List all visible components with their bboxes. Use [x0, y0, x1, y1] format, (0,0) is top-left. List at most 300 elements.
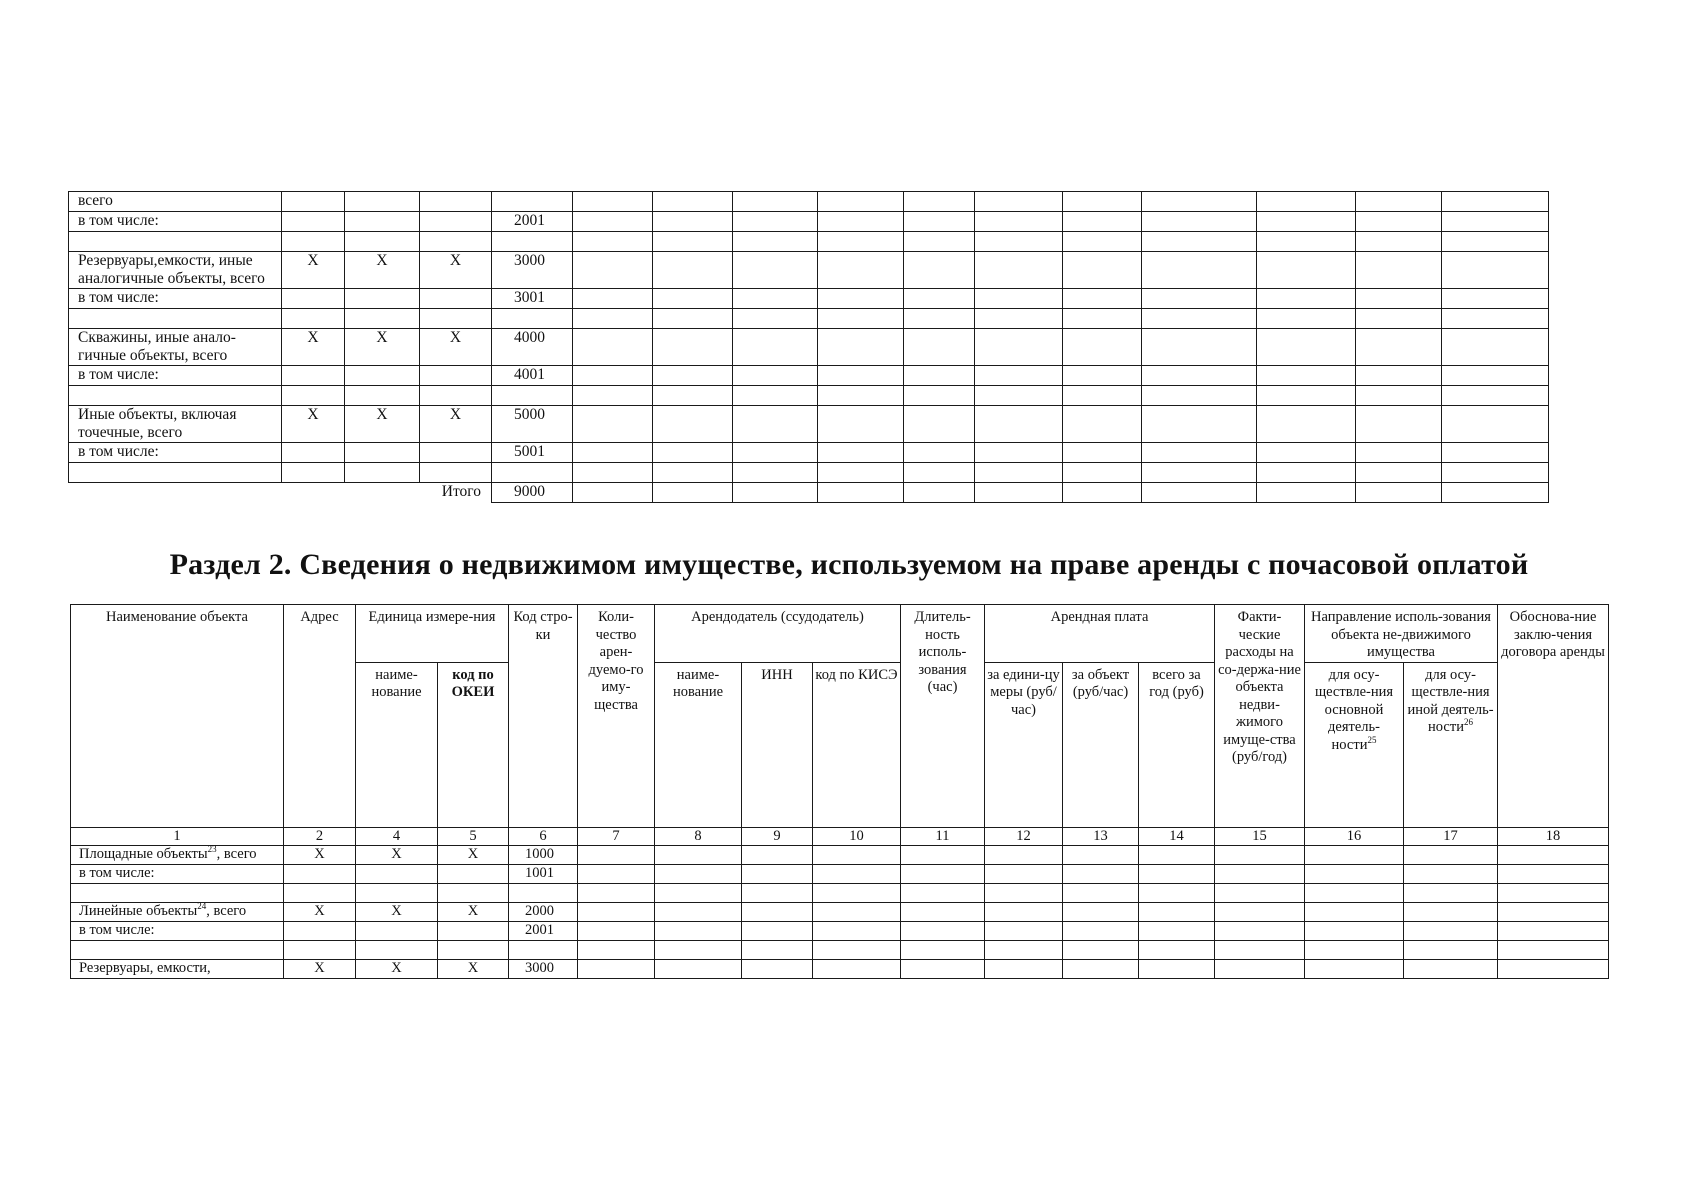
- empty-cell: [818, 212, 904, 232]
- total-row: [69, 483, 1549, 503]
- empty-cell: [1442, 212, 1549, 232]
- row-name: в том числе:: [69, 443, 282, 463]
- row-name-text: Линейные объекты: [79, 903, 198, 919]
- empty-cell: [1142, 289, 1257, 309]
- empty-cell: [1404, 941, 1498, 960]
- empty-cell: [1139, 865, 1215, 884]
- row-unit-name: X: [356, 846, 438, 865]
- row-address: [284, 941, 356, 960]
- empty-cell: [818, 463, 904, 483]
- row-unit-okei: [420, 463, 492, 483]
- row-unit-okei: [438, 941, 509, 960]
- empty-cell: [904, 483, 975, 503]
- row-code: [492, 192, 573, 212]
- row-name: Резервуары,емкости, иные аналогичные объекты, всего: [69, 252, 282, 289]
- empty-cell: [655, 884, 742, 903]
- header-code: Код стро-ки: [509, 605, 578, 828]
- table-row: [69, 252, 1549, 289]
- empty-cell: [1305, 922, 1404, 941]
- header-rent-year: всего за год (руб): [1139, 662, 1215, 827]
- column-number: 11: [901, 827, 985, 846]
- row-unit-name: [345, 463, 420, 483]
- row-unit-okei: X: [420, 252, 492, 289]
- column-number: 1: [71, 827, 284, 846]
- row-unit-name: [356, 865, 438, 884]
- header-name: Наименование объекта: [71, 605, 284, 828]
- empty-cell: [655, 941, 742, 960]
- row-unit-name: [345, 192, 420, 212]
- row-name: [71, 865, 284, 884]
- top-table-body: [69, 192, 1549, 503]
- empty-cell: [1063, 289, 1142, 309]
- empty-cell: [904, 252, 975, 289]
- empty-cell: [818, 366, 904, 386]
- empty-cell: [901, 865, 985, 884]
- empty-cell: [1142, 366, 1257, 386]
- row-code: 4000: [492, 329, 573, 366]
- empty-cell: [818, 386, 904, 406]
- empty-cell: [655, 846, 742, 865]
- empty-cell: [578, 884, 655, 903]
- empty-cell: [733, 443, 818, 463]
- empty-cell: [818, 406, 904, 443]
- empty-cell: [1139, 922, 1215, 941]
- empty-cell: [573, 289, 653, 309]
- empty-cell: [1257, 366, 1356, 386]
- row-address: [282, 443, 345, 463]
- empty-cell: [975, 212, 1063, 232]
- table-row: [69, 212, 1549, 232]
- row-name-suffix: , всего: [206, 903, 247, 919]
- empty-cell: [573, 212, 653, 232]
- row-unit-okei: [420, 192, 492, 212]
- row-address: X: [284, 846, 356, 865]
- empty-cell: [1305, 865, 1404, 884]
- empty-cell: [975, 483, 1063, 503]
- header-justification: Обоснова-ние заклю-чения договора аренды: [1498, 605, 1609, 828]
- footnote-ref: 23: [207, 845, 217, 855]
- top-table: [68, 191, 1549, 503]
- empty-cell: [1305, 846, 1404, 865]
- empty-cell: [653, 366, 733, 386]
- empty-cell: [1063, 212, 1142, 232]
- empty-cell: [1063, 366, 1142, 386]
- empty-cell: [904, 443, 975, 463]
- empty-cell: [1404, 846, 1498, 865]
- column-number: 7: [578, 827, 655, 846]
- empty-cell: [1257, 212, 1356, 232]
- row-code: 2001: [492, 212, 573, 232]
- empty-cell: [742, 884, 813, 903]
- empty-cell: [901, 941, 985, 960]
- empty-cell: [742, 922, 813, 941]
- empty-cell: [1404, 922, 1498, 941]
- row-code: [509, 941, 578, 960]
- empty-cell: [1356, 212, 1442, 232]
- row-unit-name: X: [356, 960, 438, 979]
- empty-cell: [1063, 903, 1139, 922]
- empty-cell: [813, 884, 901, 903]
- empty-cell: [1356, 252, 1442, 289]
- row-code: 5000: [492, 406, 573, 443]
- empty-cell: [1305, 941, 1404, 960]
- row-unit-name: [345, 232, 420, 252]
- row-code: 3001: [492, 289, 573, 309]
- row-name: [69, 309, 282, 329]
- empty-cell: [578, 922, 655, 941]
- row-address: X: [282, 252, 345, 289]
- table-row: [69, 463, 1549, 483]
- main-table-body: [71, 846, 1609, 979]
- row-name: в том числе:: [69, 212, 282, 232]
- row-code: [492, 309, 573, 329]
- empty-cell: [1404, 865, 1498, 884]
- empty-cell: [578, 865, 655, 884]
- empty-cell: [573, 252, 653, 289]
- empty-cell: [818, 232, 904, 252]
- empty-cell: [818, 329, 904, 366]
- empty-cell: [1498, 846, 1609, 865]
- total-label: Итого: [441, 483, 481, 500]
- empty-cell: [1442, 386, 1549, 406]
- empty-cell: [901, 884, 985, 903]
- column-number: 13: [1063, 827, 1139, 846]
- empty-cell: [733, 463, 818, 483]
- empty-cell: [904, 212, 975, 232]
- empty-cell: [742, 846, 813, 865]
- row-unit-okei: X: [438, 846, 509, 865]
- empty-cell: [985, 884, 1063, 903]
- empty-cell: [1257, 329, 1356, 366]
- empty-cell: [1498, 903, 1609, 922]
- empty-cell: [1257, 309, 1356, 329]
- row-address: [282, 386, 345, 406]
- empty-cell: [742, 865, 813, 884]
- row-unit-okei: [438, 884, 509, 903]
- row-unit-okei: [438, 922, 509, 941]
- row-code: [492, 232, 573, 252]
- row-unit-okei: [420, 232, 492, 252]
- empty-cell: [901, 922, 985, 941]
- row-code: [509, 884, 578, 903]
- empty-cell: [813, 960, 901, 979]
- empty-cell: [1442, 289, 1549, 309]
- empty-cell: [1498, 960, 1609, 979]
- row-name: [69, 386, 282, 406]
- empty-cell: [1215, 846, 1305, 865]
- empty-cell: [985, 922, 1063, 941]
- row-address: [282, 232, 345, 252]
- row-address: X: [282, 329, 345, 366]
- row-unit-name: X: [345, 406, 420, 443]
- empty-cell: [573, 309, 653, 329]
- row-code: 1001: [509, 865, 578, 884]
- row-code: [492, 463, 573, 483]
- empty-cell: [653, 232, 733, 252]
- table-row: [69, 366, 1549, 386]
- empty-cell: [653, 252, 733, 289]
- column-number: 6: [509, 827, 578, 846]
- header-unit-name: наиме-нование: [356, 662, 438, 827]
- empty-cell: [733, 289, 818, 309]
- row-name: [71, 846, 284, 865]
- row-unit-okei: X: [438, 903, 509, 922]
- empty-cell: [578, 903, 655, 922]
- empty-cell: [975, 406, 1063, 443]
- main-table: [70, 604, 1609, 979]
- empty-cell: [1063, 232, 1142, 252]
- row-name: [69, 232, 282, 252]
- empty-cell: [1498, 941, 1609, 960]
- empty-cell: [1063, 846, 1139, 865]
- empty-cell: [578, 846, 655, 865]
- empty-cell: [1215, 922, 1305, 941]
- row-code: 2000: [509, 903, 578, 922]
- row-code: 3000: [509, 960, 578, 979]
- empty-cell: [1442, 483, 1549, 503]
- empty-cell: [985, 846, 1063, 865]
- header-rent-object: за объект (руб/час): [1063, 662, 1139, 827]
- empty-cell: [975, 366, 1063, 386]
- table-row: [71, 922, 1609, 941]
- empty-cell: [733, 386, 818, 406]
- empty-cell: [1404, 884, 1498, 903]
- empty-cell: [1063, 406, 1142, 443]
- row-unit-name: [356, 922, 438, 941]
- table-row: [71, 941, 1609, 960]
- empty-cell: [901, 846, 985, 865]
- empty-cell: [578, 960, 655, 979]
- empty-cell: [653, 406, 733, 443]
- empty-cell: [1257, 252, 1356, 289]
- empty-cell: [901, 960, 985, 979]
- empty-cell: [1305, 884, 1404, 903]
- empty-cell: [985, 903, 1063, 922]
- empty-cell: [653, 289, 733, 309]
- empty-cell: [1257, 463, 1356, 483]
- empty-cell: [573, 232, 653, 252]
- empty-cell: [975, 289, 1063, 309]
- row-address: X: [284, 960, 356, 979]
- empty-cell: [1442, 366, 1549, 386]
- empty-cell: [1356, 463, 1442, 483]
- empty-cell: [1442, 443, 1549, 463]
- column-number: 2: [284, 827, 356, 846]
- empty-cell: [1139, 903, 1215, 922]
- empty-cell: [904, 329, 975, 366]
- empty-cell: [733, 406, 818, 443]
- empty-cell: [1442, 309, 1549, 329]
- row-address: X: [282, 406, 345, 443]
- row-code: 4001: [492, 366, 573, 386]
- column-number: 15: [1215, 827, 1305, 846]
- empty-cell: [813, 903, 901, 922]
- header-direction-other: для осу-ществле-ния иной деятель-ности$^{26}$: [1404, 662, 1498, 827]
- empty-cell: [975, 192, 1063, 212]
- empty-cell: [1063, 941, 1139, 960]
- header-direction: Направление исполь-зования объекта не-движимого имущества: [1305, 605, 1498, 663]
- empty-cell: [1215, 903, 1305, 922]
- row-unit-name: [356, 941, 438, 960]
- header-lessor: Арендодатель (ссудодатель): [655, 605, 901, 663]
- empty-cell: [653, 329, 733, 366]
- header-lessor-inn: ИНН: [742, 662, 813, 827]
- header-address: Адрес: [284, 605, 356, 828]
- table-row: [69, 443, 1549, 463]
- empty-cell: [975, 329, 1063, 366]
- row-address: [282, 309, 345, 329]
- row-name: [71, 903, 284, 922]
- empty-cell: [1142, 406, 1257, 443]
- empty-cell: [1257, 483, 1356, 503]
- header-rent-unit: за едини-цу меры (руб/час): [985, 662, 1063, 827]
- empty-cell: [975, 463, 1063, 483]
- empty-cell: [733, 252, 818, 289]
- row-unit-okei: X: [420, 406, 492, 443]
- column-number: 5: [438, 827, 509, 846]
- table-row: [69, 329, 1549, 366]
- empty-cell: [1356, 406, 1442, 443]
- empty-cell: [1139, 941, 1215, 960]
- empty-cell: [573, 329, 653, 366]
- empty-cell: [1356, 289, 1442, 309]
- row-unit-okei: [420, 386, 492, 406]
- empty-cell: [1215, 865, 1305, 884]
- row-address: [282, 463, 345, 483]
- table-row: [69, 406, 1549, 443]
- table-row: [69, 232, 1549, 252]
- table-row: [69, 192, 1549, 212]
- empty-cell: [1356, 309, 1442, 329]
- column-number: 17: [1404, 827, 1498, 846]
- empty-cell: [742, 903, 813, 922]
- row-name: всего: [69, 192, 282, 212]
- empty-cell: [1257, 443, 1356, 463]
- empty-cell: [1142, 252, 1257, 289]
- empty-cell: [733, 366, 818, 386]
- row-name-text: Площадные объекты: [79, 846, 208, 862]
- empty-cell: [1404, 903, 1498, 922]
- table-row: [71, 865, 1609, 884]
- empty-cell: [1063, 922, 1139, 941]
- empty-cell: [1305, 903, 1404, 922]
- row-code: 3000: [492, 252, 573, 289]
- total-code: 9000: [492, 483, 573, 503]
- empty-cell: [904, 309, 975, 329]
- header-actual-expenses: Факти-ческие расходы на со-держа-ние объекта недви-жимого имуще-ства (руб/год): [1215, 605, 1305, 828]
- empty-cell: [1063, 443, 1142, 463]
- empty-cell: [904, 232, 975, 252]
- row-name-text: в том числе:: [79, 922, 155, 938]
- empty-cell: [1142, 309, 1257, 329]
- row-unit-name: [345, 386, 420, 406]
- empty-cell: [1257, 386, 1356, 406]
- table-row: [69, 386, 1549, 406]
- empty-cell: [573, 443, 653, 463]
- row-unit-name: X: [356, 903, 438, 922]
- empty-cell: [653, 443, 733, 463]
- empty-cell: [1063, 386, 1142, 406]
- row-unit-okei: X: [438, 960, 509, 979]
- empty-cell: [1215, 960, 1305, 979]
- empty-cell: [733, 192, 818, 212]
- row-unit-name: [345, 289, 420, 309]
- empty-cell: [1142, 329, 1257, 366]
- header-unit-okei: код по ОКЕИ: [438, 662, 509, 827]
- empty-cell: [655, 865, 742, 884]
- empty-cell: [655, 903, 742, 922]
- empty-cell: [1498, 865, 1609, 884]
- table-row: [71, 884, 1609, 903]
- row-name: [69, 463, 282, 483]
- empty-cell: [1142, 386, 1257, 406]
- empty-cell: [1215, 884, 1305, 903]
- row-unit-okei: [420, 366, 492, 386]
- column-number: 4: [356, 827, 438, 846]
- table-row: [69, 309, 1549, 329]
- table-row: [69, 289, 1549, 309]
- row-code: 2001: [509, 922, 578, 941]
- empty-cell: [975, 309, 1063, 329]
- empty-cell: [1063, 960, 1139, 979]
- empty-cell: [1063, 865, 1139, 884]
- empty-cell: [1142, 483, 1257, 503]
- header-quantity: Коли-чество арен-дуемо-го иму-щества: [578, 605, 655, 828]
- empty-cell: [1356, 483, 1442, 503]
- row-unit-name: [345, 309, 420, 329]
- row-unit-name: X: [345, 252, 420, 289]
- empty-cell: [1139, 846, 1215, 865]
- header-rent: Арендная плата: [985, 605, 1215, 663]
- empty-cell: [653, 386, 733, 406]
- empty-cell: [1356, 232, 1442, 252]
- empty-cell: [904, 366, 975, 386]
- empty-cell: [985, 865, 1063, 884]
- empty-cell: [975, 386, 1063, 406]
- empty-cell: [1257, 192, 1356, 212]
- row-code: [492, 386, 573, 406]
- empty-cell: [653, 309, 733, 329]
- empty-cell: [1063, 252, 1142, 289]
- header-lessor-name: наиме-нование: [655, 662, 742, 827]
- main-table-header: [71, 605, 1609, 846]
- table-row: [71, 960, 1609, 979]
- empty-cell: [985, 941, 1063, 960]
- empty-cell: [573, 406, 653, 443]
- row-name: [71, 884, 284, 903]
- empty-cell: [655, 960, 742, 979]
- empty-cell: [1356, 366, 1442, 386]
- row-name-suffix: , всего: [216, 846, 257, 862]
- column-number: 14: [1139, 827, 1215, 846]
- row-address: [284, 865, 356, 884]
- empty-cell: [1442, 232, 1549, 252]
- row-address: [282, 212, 345, 232]
- row-name: [71, 941, 284, 960]
- row-unit-okei: [420, 309, 492, 329]
- empty-cell: [1356, 386, 1442, 406]
- empty-cell: [818, 289, 904, 309]
- empty-cell: [813, 865, 901, 884]
- empty-cell: [813, 846, 901, 865]
- empty-cell: [653, 212, 733, 232]
- empty-cell: [573, 366, 653, 386]
- empty-cell: [733, 329, 818, 366]
- empty-cell: [573, 483, 653, 503]
- empty-cell: [1063, 192, 1142, 212]
- empty-cell: [904, 386, 975, 406]
- column-number: 12: [985, 827, 1063, 846]
